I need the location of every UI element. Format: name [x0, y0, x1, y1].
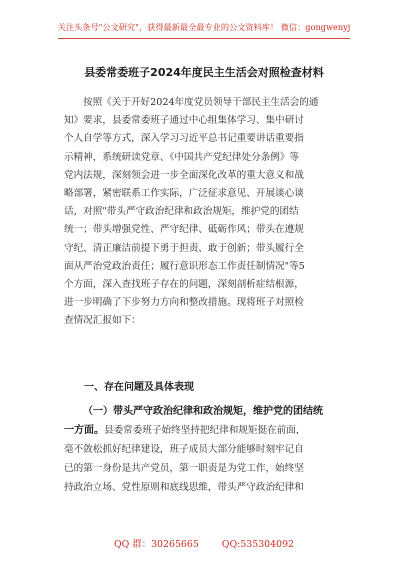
header-notice: 关注头条号"公文研究"，获得最新最全最专业的公文资料库！ 微信：gongwenyj — [57, 22, 351, 32]
intro-line: 略部署，紧密联系工作实际，广泛征求意见、开展谈心谈 — [64, 187, 304, 199]
section-heading: 一、存在问题及具体表现 — [84, 382, 194, 393]
document-title: 县委常委班子2024年度民主生活会对照检查材料 — [84, 66, 324, 79]
subsection-line — [64, 421, 348, 440]
header-divider — [58, 38, 350, 39]
intro-line: 个方面，深入查找班子存在的问题，深刻剖析症结根源， — [64, 278, 304, 290]
footer-qq-group: QQ 群：30265665 — [113, 539, 199, 550]
intro-line: 按照《关于开好2024年度党员领导干部民主生活会的通 — [83, 97, 319, 108]
subsection-line: 已的第一身份是共产党员，第一职责是为党工作，始终坚 — [64, 463, 304, 474]
footer-qq: QQ:535304092 — [221, 539, 295, 550]
intro-line: 进一步明确了下步努力方向和整改措施。现将班子对照检 — [64, 297, 304, 309]
subsection-body-first: 县委常委班子始终坚持把纪律和规矩挺在前面， — [104, 425, 306, 436]
intro-line: 面从严治党政治责任；履行意识形态工作责任制情况"等5 — [64, 260, 305, 272]
intro-line: 知》要求，县委常委班子通过中心组集体学习、集中研讨 — [64, 115, 304, 127]
intro-line: 示精神，系统研读党章、《中国共产党纪律处分条例》等 — [64, 151, 300, 163]
intro-line: 话，对照"带头严守政治纪律和政治规矩，维护党的团结 — [64, 206, 299, 218]
subsection-line: 毫不敛松抓好纪律建设，班子成员大部分能够时刻牢记自 — [64, 444, 304, 455]
subsection-heading-part1: （一）带头严守政治纪律和政治规矩，维护党的团结统 — [83, 406, 323, 417]
subsection-paragraph — [64, 402, 348, 497]
intro-line: 统一；带头增强党性、严守纪律、砥砺作风；带头在遵规 — [64, 224, 304, 236]
subsection-line: 持政治立场、党性原则和底线思维，带头严守政治纪律和 — [64, 482, 304, 493]
footer-contact — [0, 536, 408, 550]
intro-line: 个人自学等方式，深入学习习近平总书记重要讲话重要指 — [64, 133, 304, 145]
subsection-heading-line — [64, 402, 348, 421]
intro-line: 党内法规，深刻领会进一步全面深化改革的重大意义和战 — [64, 169, 304, 181]
intro-paragraph — [64, 94, 348, 330]
intro-line: 守纪、清正廉洁前提下勇于担责、敢于创新；带头履行全 — [64, 242, 304, 254]
subsection-heading-part2: 一方面。 — [64, 425, 104, 436]
intro-line: 查情况汇报如下： — [64, 315, 141, 327]
